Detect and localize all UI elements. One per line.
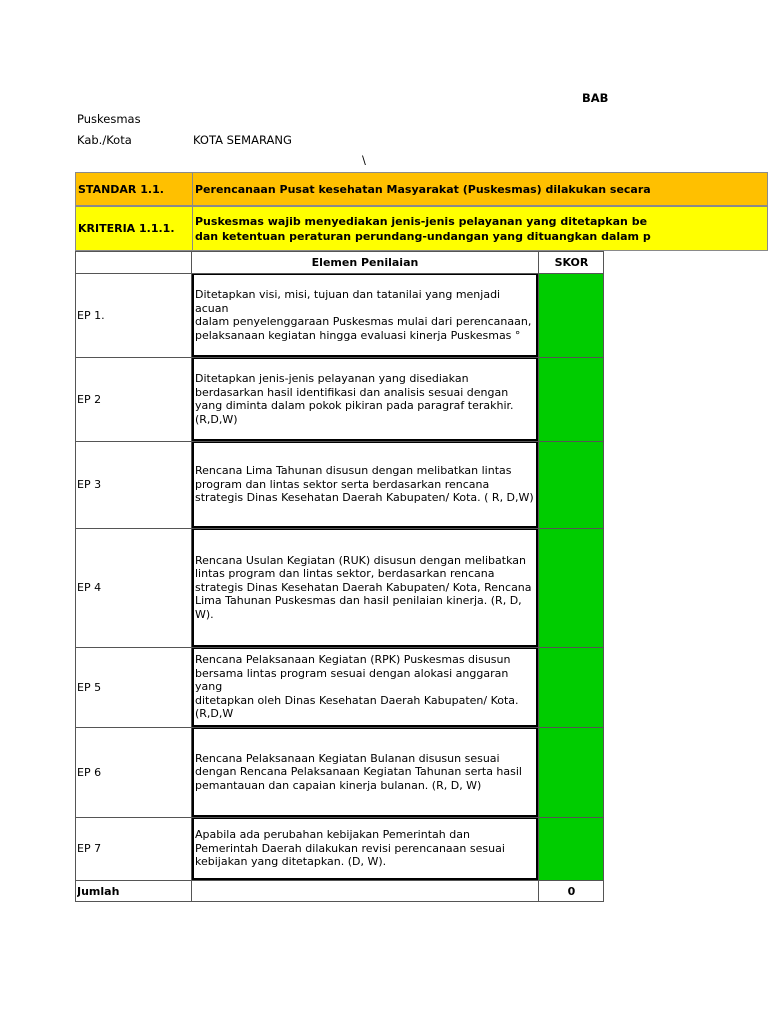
ep-label: EP 7 [77,842,102,855]
score-cell[interactable] [539,647,604,727]
ep-label: EP 3 [77,478,102,491]
total-label: Jumlah [77,884,120,898]
elemen-penilaian-cell [192,647,538,727]
kriteria-text-line-2: dan ketentuan peraturan perundang-undangan yang dituangkan dalam p [195,229,651,243]
column-header-skor: SKOR [554,255,589,269]
elemen-penilaian-text: Rencana Pelaksanaan Kegiatan Bulanan disusun sesuai dengan Rencana Pelaksanaan Kegiatan Tahunan serta hasil pemantauan dan capaian kinerja bulanan. (R, D, W) [195,751,522,792]
grid-line [75,441,604,442]
kabkota-label: Kab./Kota [77,133,132,147]
kriteria-label: KRITERIA 1.1.1. [78,222,175,235]
elemen-penilaian-text: Rencana Pelaksanaan Kegiatan (RPK) Puskesmas disusun bersama lintas program sesuai dengan alokasi anggaran yang ditetapkan oleh Dinas Kesehatan Daerah Kabupaten/ Kota. (R,D,W [195,653,519,721]
ep-label: EP 2 [77,392,102,406]
standar-row [75,172,768,206]
grid-line [75,817,604,818]
score-cell[interactable] [539,528,604,647]
chapter-heading: BAB [582,91,609,105]
elemen-penilaian-cell [192,528,538,647]
standar-text: Perencanaan Pusat kesehatan Masyarakat (Puskesmas) dilakukan secara [195,182,651,196]
grid-line [75,251,604,252]
grid-line [603,251,604,902]
grid-line [75,251,76,902]
score-cell[interactable] [539,273,604,357]
grid-line [75,727,604,728]
kriteria-divider [192,207,193,250]
kriteria-row [75,206,768,251]
elemen-penilaian-cell [192,727,538,817]
elemen-penilaian-text: Ditetapkan jenis-jenis pelayanan yang disediakan berdasarkan hasil identifikasi dan analisis sesuai dengan yang diminta dalam pokok pikiran pada paragraf terakhir. (R,D,W) [195,372,514,426]
grid-line [191,251,192,902]
grid-line [75,647,604,648]
stray-mark: \ [362,153,366,167]
elemen-penilaian-cell [192,817,538,880]
assessment-table [75,251,604,902]
kriteria-text-line-1: Puskesmas wajib menyediakan jenis-jenis pelayanan yang ditetapkan be [195,214,648,228]
ep-label: EP 4 [77,581,102,594]
column-header-elemen: Elemen Penilaian [311,255,419,269]
elemen-penilaian-text: Apabila ada perubahan kebijakan Pemerintah dan Pemerintah Daerah dilakukan revisi perencanaan sesuai kebijakan yang ditetapkan. (D, W). [195,828,505,869]
ep-label: EP 1. [77,308,105,322]
elemen-penilaian-text: Ditetapkan visi, misi, tujuan dan tatanilai yang menjadi acuan dalam penyelenggaraan Puskesmas mulai dari perencanaan, pelaksanaan kegiatan hingga evaluasi kinerja Puskesmas ° [195,288,532,342]
grid-line [75,880,604,881]
score-cell[interactable] [539,817,604,880]
puskesmas-label: Puskesmas [77,112,141,126]
standar-divider [192,173,193,205]
standar-label: STANDAR 1.1. [78,182,164,196]
score-cell[interactable] [539,357,604,441]
elemen-penilaian-cell [192,441,538,528]
grid-line [75,901,604,902]
score-cell[interactable] [539,441,604,528]
grid-line [75,528,604,529]
total-value: 0 [567,884,576,898]
elemen-penilaian-cell [192,273,538,357]
score-cell[interactable] [539,727,604,817]
elemen-penilaian-text: Rencana Lima Tahunan disusun dengan melibatkan lintas program dan lintas sektor serta berdasarkan rencana strategis Dinas Kesehatan Daerah Kabupaten/ Kota. ( R, D,W) [195,464,534,505]
grid-line [75,273,604,274]
grid-line [538,251,539,902]
kriteria-text [195,207,767,250]
kabkota-value: KOTA SEMARANG [193,133,292,147]
elemen-penilaian-cell [192,357,538,441]
elemen-penilaian-text: Rencana Usulan Kegiatan (RUK) disusun dengan melibatkan lintas program dan lintas sektor, berdasarkan rencana strategis Dinas Kesehatan Daerah Kabupaten/ Kota, Rencana Lima Tahunan Puskesmas dan hasil penilaian kinerja. (R, D, W). [195,553,532,621]
ep-label: EP 5 [77,680,102,694]
grid-line [75,357,604,358]
ep-label: EP 6 [77,765,102,779]
